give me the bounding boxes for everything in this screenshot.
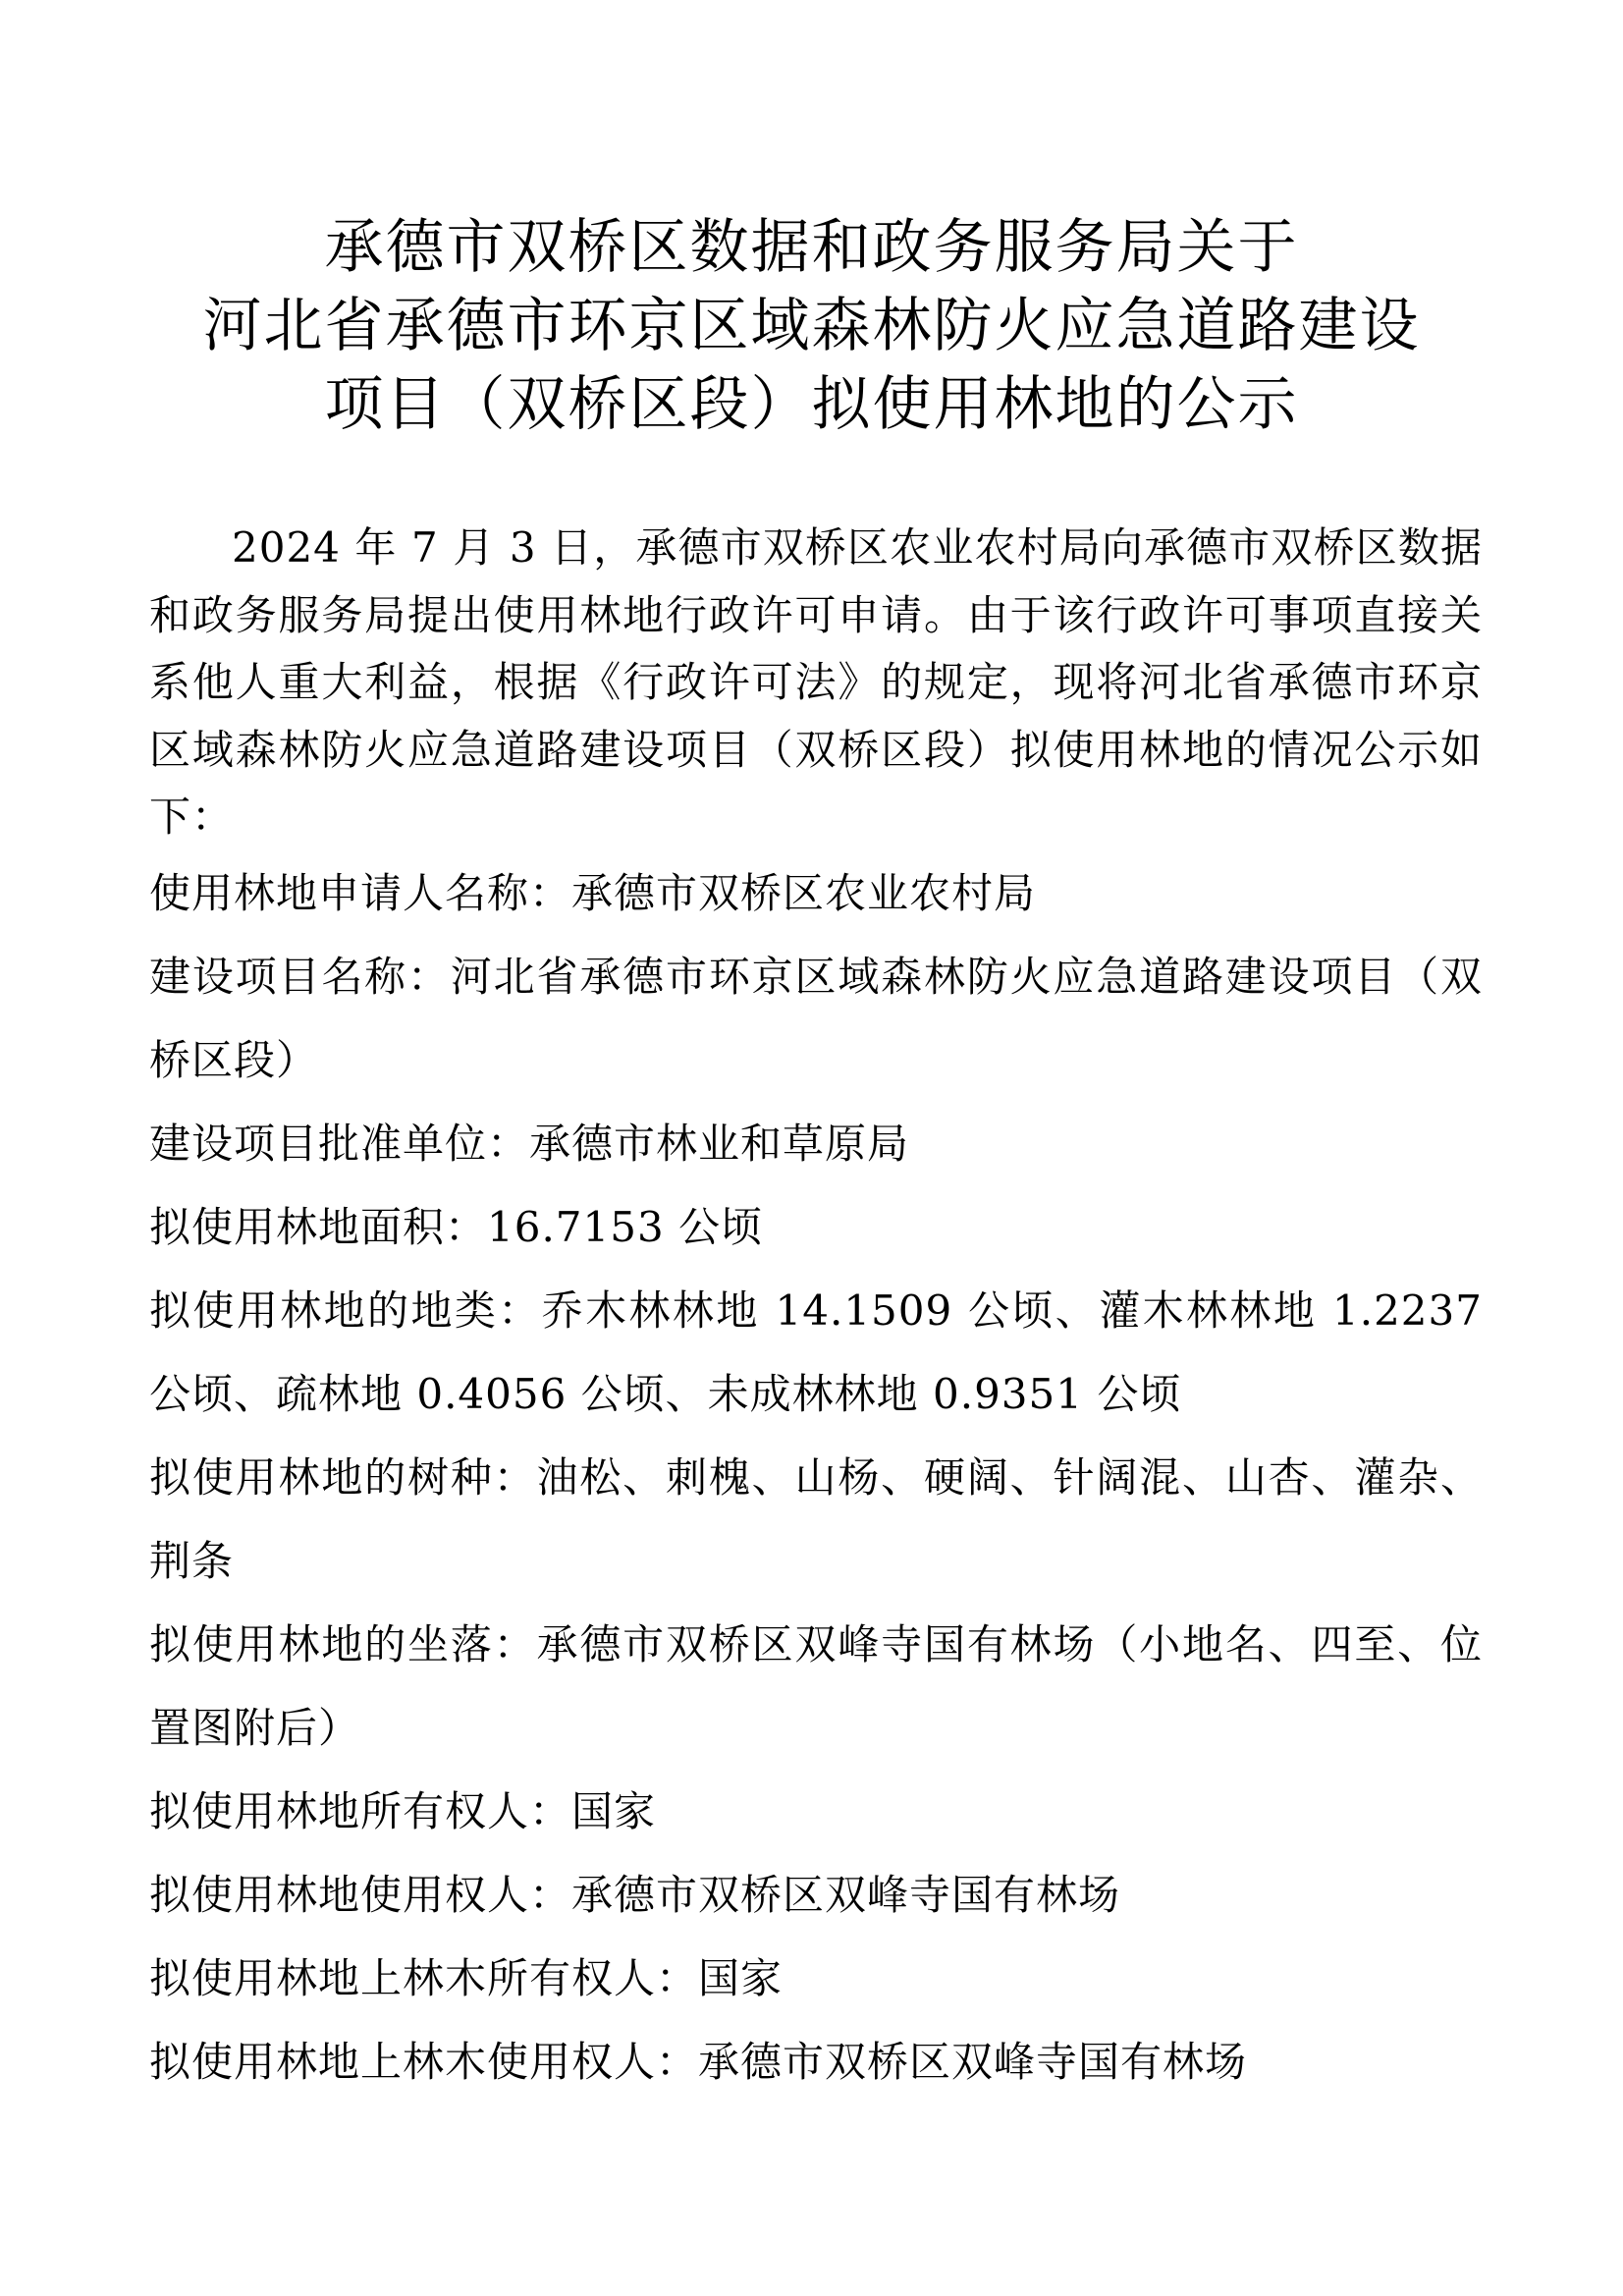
title-line-1: 承德市双桥区数据和政务服务局关于	[324, 213, 1299, 282]
item-project-name	[149, 935, 1483, 1102]
item-approval-unit	[149, 1102, 1483, 1185]
item-value: 河北省承德市环京区域森林防火应急道路建设项目（双桥区段）	[149, 952, 1483, 1084]
item-land-user	[149, 1853, 1483, 1937]
title-line-3: 项目（双桥区段）拟使用林地的公示	[324, 370, 1299, 439]
item-value: 承德市双桥区农业农村局	[571, 868, 1037, 917]
item-label: 拟使用林地的树种：	[149, 1452, 537, 1502]
item-area	[149, 1185, 1483, 1269]
item-value: 承德市双桥区双峰寺国有林场	[698, 2037, 1248, 2086]
title-line-2: 河北省承德市环京区域森林防火应急道路建设	[202, 292, 1421, 360]
item-label: 拟使用林地的地类：	[149, 1285, 542, 1335]
item-label: 拟使用林地所有权人：	[149, 1786, 572, 1835]
item-value: 乔木林林地 14.1509 公顷、灌木林林地 1.2237 公顷、疏林地 0.4056 公顷、未成林林地 0.9351 公顷	[149, 1285, 1483, 1418]
item-value: 16.7153 公顷	[487, 1202, 764, 1251]
item-label: 拟使用林地上林木使用权人：	[149, 2037, 699, 2086]
document-title	[147, 208, 1476, 444]
item-label: 拟使用林地上林木所有权人：	[149, 1953, 699, 2002]
item-value: 承德市双桥区双峰寺国有林场	[571, 1870, 1121, 1919]
item-value: 承德市双桥区双峰寺国有林场（小地名、四至、位置图附后）	[149, 1619, 1483, 1752]
item-label: 拟使用林地面积：	[149, 1202, 488, 1251]
item-tree-user	[149, 2020, 1483, 2104]
item-label: 拟使用林地使用权人：	[149, 1870, 572, 1919]
item-label: 建设项目名称：	[149, 952, 451, 1001]
item-label: 使用林地申请人名称：	[149, 868, 572, 917]
item-location	[149, 1603, 1483, 1770]
item-value: 国家	[698, 1953, 784, 2002]
item-label: 拟使用林地的坐落：	[149, 1619, 537, 1668]
item-applicant	[149, 851, 1483, 935]
item-value: 油松、刺槐、山杨、硬阔、针阔混、山杏、灌杂、荆条	[149, 1452, 1483, 1585]
item-value: 承德市林业和草原局	[529, 1119, 910, 1168]
item-value: 国家	[571, 1786, 657, 1835]
item-land-owner	[149, 1770, 1483, 1853]
item-tree-species	[149, 1436, 1483, 1603]
intro-paragraph: 2024 年 7 月 3 日，承德市双桥区农业农村局向承德市双桥区数据和政务服务局提出使用林地行政许可申请。由于该行政许可事项直接关系他人重大利益，根据《行政许可法》的规定，现将河北省承德市环京区域森林防火应急道路建设项目（双桥区段）拟使用林地的情况公示如下：	[149, 523, 1483, 841]
item-land-type	[149, 1269, 1483, 1436]
item-label: 建设项目批准单位：	[149, 1119, 530, 1168]
document-body	[149, 515, 1483, 2104]
item-tree-owner	[149, 1937, 1483, 2020]
